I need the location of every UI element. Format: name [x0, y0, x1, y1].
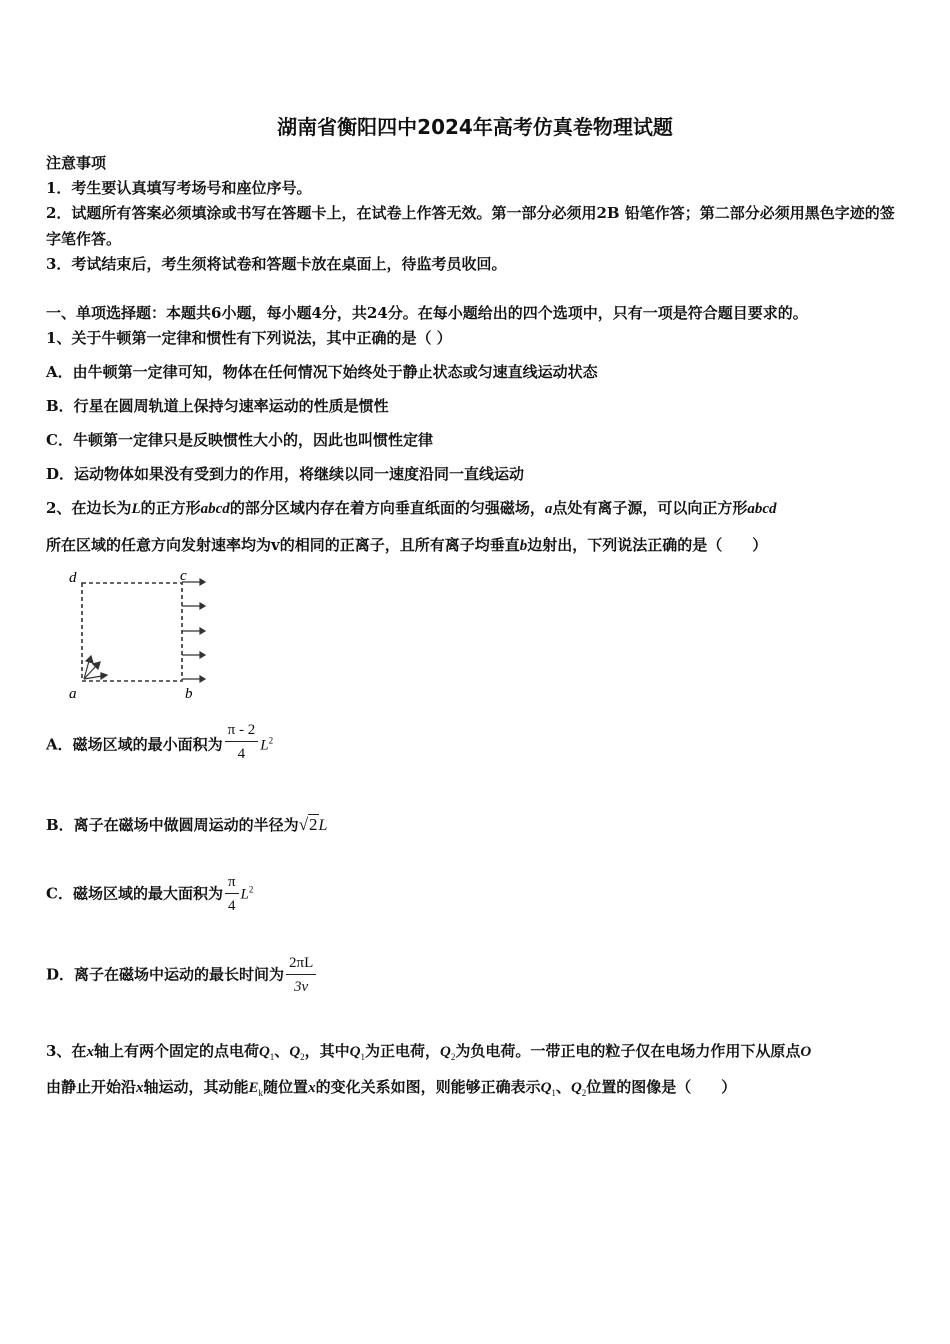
source-arrows [84, 656, 107, 679]
notice-heading: 注意事项 [46, 154, 107, 172]
q2-option-d: D．离子在磁场中运动的最长时间为 $\frac{2\pi L}{3v}$ [46, 955, 318, 996]
fraction: $\frac{\pi}{4}$ [225, 874, 239, 915]
section-heading: 一、单项选择题：本题共6小题，每小题4分，共24分。在每小题给出的四个选项中，只有一项是符合题目要求的。 [46, 304, 808, 322]
q1-option-a: A．由牛顿第一定律可知，物体在任何情况下始终处于静止状态或匀速直线运动状态 [46, 363, 598, 381]
q2-option-c: C．磁场区域的最大面积为 $\frac{\pi}{4}$ $L^2$ [46, 874, 254, 914]
q1-option-c: C．牛顿第一定律只是反映惯性大小的，因此也叫惯性定律 [46, 431, 433, 449]
q2-option-b: B．离子在磁场中做圆周运动的半径为√2L [46, 815, 328, 834]
q1-option-b: B．行星在圆周轨道上保持匀速率运动的性质是惯性 [46, 397, 389, 415]
q2-figure [64, 566, 214, 706]
notice-item-1: 1．考生要认真填写考场号和座位序号。 [46, 179, 312, 197]
vertex-label-b: b [185, 686, 193, 702]
q2-stem-line2: 所在区域的任意方向发射速率均为v的相同的正离子，且所有离子均垂直b边射出，下列说法正确的是（ ） [46, 536, 768, 554]
fraction: $\frac{\pi - 2}{4}$ [225, 722, 259, 763]
sqrt: √2 [298, 815, 318, 834]
exit-arrows [182, 579, 205, 682]
q2-option-a: A．磁场区域的最小面积为 $\frac{\pi - 2}{4}$ $L^2$ [46, 722, 274, 762]
vertex-label-d: d [69, 570, 77, 586]
notice-item-3: 3．考试结束后，考生须将试卷和答题卡放在桌面上，待监考员收回。 [46, 255, 507, 273]
q2-stem-line1: 2、在边长为L的正方形abcd的部分区域内存在着方向垂直纸面的匀强磁场，a点处有离子源，可以向正方形abcd [46, 499, 777, 517]
vertex-label-c: c [180, 568, 187, 584]
q3-stem-line1: 3、在x轴上有两个固定的点电荷$Q_1$、$Q_2$，其中$Q_1$为正电荷，$Q_2$为负电荷。一带正电的粒子仅在电场力作用下从原点O [46, 1042, 812, 1062]
page-title: 湖南省衡阳四中2024年高考仿真卷物理试题 [277, 115, 673, 139]
vertex-label-a: a [69, 686, 77, 702]
q1-stem: 1、关于牛顿第一定律和惯性有下列说法，其中正确的是（ ） [46, 329, 452, 347]
notice-item-2: 2．试题所有答案必须填涂或书写在答题卡上，在试卷上作答无效。第一部分必须用2B 铅笔作答；第二部分必须用黑色字迹的签字笔作答。 [46, 204, 895, 248]
fraction: $\frac{2\pi L}{3v}$ [286, 955, 316, 996]
q1-option-d: D．运动物体如果没有受到力的作用，将继续以同一速度沿同一直线运动 [46, 465, 525, 483]
q3-stem-line2: 由静止开始沿x轴运动，其动能$E_k$随位置x的变化关系如图，则能够正确表示$Q_1$、$Q_2$位置的图像是（ ） [46, 1078, 737, 1098]
